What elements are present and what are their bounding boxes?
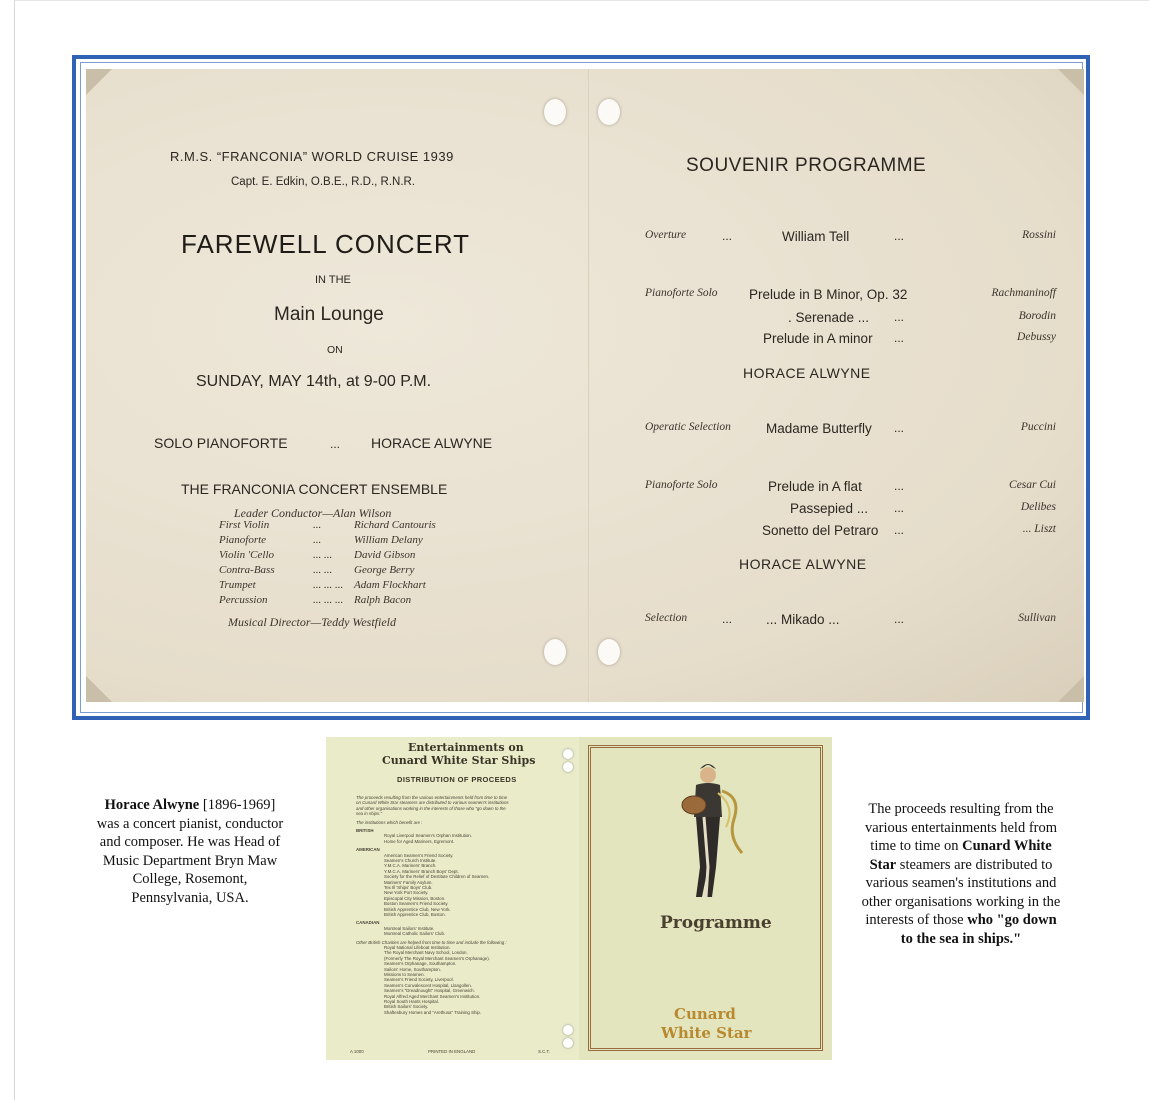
booklet-line: Missions to Seamen.	[384, 972, 425, 977]
caption-bold: who "go down	[967, 912, 1057, 928]
booklet-line: Seamen's Friend Society, Liverpool.	[384, 977, 454, 983]
punch-hole	[598, 99, 620, 125]
programme-piece: Prelude in A flat	[768, 479, 862, 494]
caption-line: The proceeds resulting from the	[868, 801, 1054, 817]
venue: Main Lounge	[274, 304, 384, 325]
photo-corner	[1058, 69, 1084, 95]
programme-composer: Puccini	[1020, 421, 1056, 433]
booklet-line: (Formerly The Royal Merchant Seamen's Orphanage).	[384, 955, 490, 961]
booklet-line: CANADIAN	[356, 920, 380, 926]
caption-bold: Cunard White	[962, 838, 1052, 854]
booklet-line: Royal South Hants Hospital.	[384, 999, 439, 1004]
booklet-line: Seamen's Convalescent Hospital, Llangollen.	[384, 982, 472, 988]
booklet-heading-1: Entertainments on	[408, 741, 524, 754]
figure-head	[700, 767, 716, 783]
on: ON	[327, 344, 343, 356]
booklet-line: and other organisations working in the interests of those who "go down to the	[356, 805, 506, 811]
booklet-line: American Seamen's Friend Society.	[384, 852, 454, 858]
member-name: Ralph Bacon	[354, 594, 412, 606]
booklet-line: AMERICAN	[356, 847, 380, 853]
booklet-line: Seamen's "Dreadnought" Hospital, Greenwich.	[384, 988, 475, 994]
booklet-line: Montreal Catholic Sailors' Club.	[384, 931, 446, 937]
programme-composer: Borodin	[1018, 310, 1056, 322]
programme-type: Selection	[645, 612, 688, 624]
horace-caption	[75, 796, 305, 907]
programme-d2: ...	[894, 331, 905, 345]
booklet-line: Other British Charities are helped from time to time and include the following :	[356, 939, 507, 945]
booklet-heading-2: Cunard White Star Ships	[382, 754, 536, 767]
caption-text: interests of those	[865, 912, 968, 928]
programme-type: Overture	[645, 229, 687, 241]
concert-date: SUNDAY, MAY 14th, at 9-00 P.M.	[196, 373, 432, 390]
programme-composer: Debussy	[1017, 331, 1056, 343]
booklet-line: Sailors' Home, Southampton.	[384, 966, 441, 972]
programme-piece: . Serenade ...	[788, 310, 870, 325]
card-fold	[588, 69, 590, 702]
booklet-line: Shaftesbury Homes and "Arethusa" Training Ship.	[384, 1009, 482, 1015]
booklet-line: sea in ships."	[356, 811, 382, 817]
booklet-line: The proceeds resulting from the various entertainments held from time to time	[356, 795, 508, 800]
solo-label: SOLO PIANOFORTE	[154, 435, 288, 451]
booklet-line: Mariners' Family Asylum.	[384, 879, 433, 885]
programme-d1: ...	[722, 612, 733, 626]
booklet-line: Y.M.C.A. Mariners' Branch.	[384, 863, 437, 869]
photo-corner	[86, 69, 112, 95]
booklet-line: Royal Alfred Aged Merchant Seamen's Institution.	[384, 993, 481, 999]
punch-hole	[563, 1025, 573, 1035]
booklet-line: Tex Ill 'Ships' Boys' Club.	[384, 885, 433, 890]
programme-d2: ...	[894, 523, 905, 537]
programme-d2: ...	[894, 310, 905, 324]
performer-heading-1: HORACE ALWYNE	[743, 365, 871, 381]
booklet-line: Boston Seamen's Friend Society.	[384, 901, 449, 907]
caption-line: various entertainments held from	[864, 819, 1058, 836]
programme-d1: ...	[722, 229, 733, 243]
programme-composer: Rossini	[1022, 229, 1056, 241]
punch-hole	[544, 639, 566, 665]
caption-line: College, Rosemont,	[132, 871, 248, 887]
programme-composer: Rachmaninoff	[991, 287, 1056, 299]
member-dots: ... ...	[313, 549, 333, 561]
programme-d2: ...	[894, 612, 905, 626]
caption-line: and composer. He was Head of	[99, 834, 281, 850]
footer-right: S.C.T.	[538, 1049, 550, 1054]
caption-dates: [1896-1969]	[202, 797, 276, 813]
photo-corner	[86, 676, 112, 702]
caption-line: various seamen's institutions and	[865, 875, 1057, 891]
punch-hole	[563, 1038, 573, 1048]
member-role: Trumpet	[219, 579, 256, 591]
booklet-line: Society for the Relief of Destitute Children of Seamen.	[384, 874, 490, 880]
footer-mid: PRINTED IN ENGLAND	[428, 1049, 476, 1054]
event-title: FAREWELL CONCERT	[181, 229, 471, 259]
booklet-line: Seamen's Church Institute.	[384, 858, 437, 863]
ship-line: R.M.S. “FRANCONIA” WORLD CRUISE 1939	[170, 149, 454, 164]
booklet-line: British Apprentice Club, New York.	[384, 906, 451, 912]
booklet-line: Montreal Sailors' Institute.	[384, 925, 435, 931]
punch-hole	[598, 639, 620, 665]
cover-brand-1: Cunard	[674, 1005, 736, 1023]
booklet-line: Seamen's Orphanage, Southampton.	[384, 961, 457, 967]
programme-composer: Sullivan	[1018, 612, 1056, 624]
programme-frame	[72, 55, 1090, 720]
photo-corner	[1058, 676, 1084, 702]
member-role: Pianoforte	[219, 534, 267, 546]
footer-left: A 1000	[350, 1049, 364, 1054]
caption-name: Horace Alwyne	[104, 797, 200, 813]
cunard-booklet	[326, 737, 832, 1060]
performer-heading-2: HORACE ALWYNE	[739, 556, 867, 572]
booklet-line: Home for Aged Mariners, Egremont.	[384, 838, 455, 844]
programme-piece: Passepied ...	[790, 501, 869, 516]
booklet-line: Royal National Lifeboat Institution.	[384, 945, 451, 950]
booklet-line: New York Port Society.	[384, 890, 429, 896]
cover-title: Programme	[660, 913, 772, 933]
member-dots: ... ...	[313, 564, 333, 576]
booklet-line: British Apprentice Club, Boston.	[384, 912, 446, 917]
programme-piece: Madame Butterfly	[766, 421, 872, 436]
programme-composer: Delibes	[1020, 501, 1056, 513]
punch-hole	[544, 99, 566, 125]
member-name: William Delany	[354, 534, 423, 546]
member-dots: ... ... ...	[313, 579, 344, 591]
punch-hole	[563, 762, 573, 772]
programme-d2: ...	[894, 479, 905, 493]
programme-type: Pianoforte Solo	[645, 479, 718, 491]
solo-name: HORACE ALWYNE	[371, 435, 493, 451]
leader-line: Leader Conductor—Alan Wilson	[234, 506, 392, 520]
member-role: First Violin	[219, 519, 270, 531]
caption-line: other organisations working in the	[861, 893, 1061, 910]
booklet-line: on Cunard White Star steamers are distributed to various seamen's institutions	[356, 800, 509, 806]
programme-piece: Prelude in A minor	[763, 331, 873, 346]
programme-card	[86, 69, 1084, 702]
booklet-line: Royal Liverpool Seamen's Orphan Institution.	[384, 833, 472, 839]
lute	[682, 796, 706, 814]
caption-text: time to time on	[870, 838, 963, 854]
member-dots: ...	[313, 519, 322, 531]
in-the: IN THE	[315, 274, 351, 286]
programme-piece: Sonetto del Petraro	[762, 523, 879, 538]
booklet-line: Y.M.C.A. Mariners' Branch Boys' Dept.	[384, 868, 459, 874]
member-name: Adam Flockhart	[354, 579, 426, 591]
member-name: David Gibson	[354, 549, 416, 561]
member-dots: ...	[313, 534, 322, 546]
ensemble-name: THE FRANCONIA CONCERT ENSEMBLE	[181, 481, 448, 497]
booklet-line: British Sailors' Society.	[384, 1004, 429, 1010]
programme-piece: ... Mikado ...	[766, 612, 840, 627]
member-name: Richard Cantouris	[354, 519, 436, 531]
director-line: Musical Director—Teddy Westfield	[228, 615, 396, 629]
captain-line: Capt. E. Edkin, O.B.E., R.D., R.N.R.	[231, 176, 416, 188]
booklet-line: Episcopal City Mission, Boston.	[384, 895, 446, 901]
member-role: Percussion	[219, 594, 268, 606]
caption-line: Music Department Bryn Maw	[102, 852, 278, 869]
caption-line: Pennsylvania, USA.	[131, 889, 249, 906]
programme-type: Operatic Selection	[645, 421, 731, 433]
punch-hole	[563, 749, 573, 759]
souvenir-title: SOUVENIR PROGRAMME	[686, 155, 927, 176]
proceeds-caption	[843, 800, 1079, 948]
caption-text: steamers are distributed to	[896, 856, 1053, 873]
lute-player-illustration	[656, 757, 756, 907]
booklet-subheading: DISTRIBUTION OF PROCEEDS	[397, 775, 517, 784]
programme-d2: ...	[894, 421, 905, 435]
programme-piece: William Tell	[782, 229, 850, 244]
member-dots: ... ... ...	[313, 594, 344, 606]
caption-line: was a concert pianist, conductor	[96, 815, 284, 832]
booklet-line: BRITISH	[356, 828, 374, 833]
caption-bold: Star	[869, 856, 897, 873]
programme-type: Pianoforte Solo	[645, 287, 718, 299]
booklet-line: The Royal Merchant Navy School, London.	[384, 950, 468, 956]
programme-piece: Prelude in B Minor, Op. 32	[749, 287, 908, 302]
programme-composer: Cesar Cui	[1009, 479, 1056, 491]
caption-bold: to the sea in ships."	[900, 930, 1022, 947]
programme-d2: ...	[894, 501, 905, 515]
programme-d2: ...	[894, 229, 905, 243]
solo-dots: ...	[330, 437, 341, 451]
member-role: Contra-Bass	[219, 564, 275, 576]
cover-brand-2: White Star	[661, 1024, 752, 1042]
programme-composer: ... Liszt	[1022, 523, 1056, 535]
member-role: Violin 'Cello	[219, 549, 275, 561]
booklet-line: The institutions which benefit are :	[356, 819, 423, 825]
member-name: George Berry	[354, 564, 415, 576]
